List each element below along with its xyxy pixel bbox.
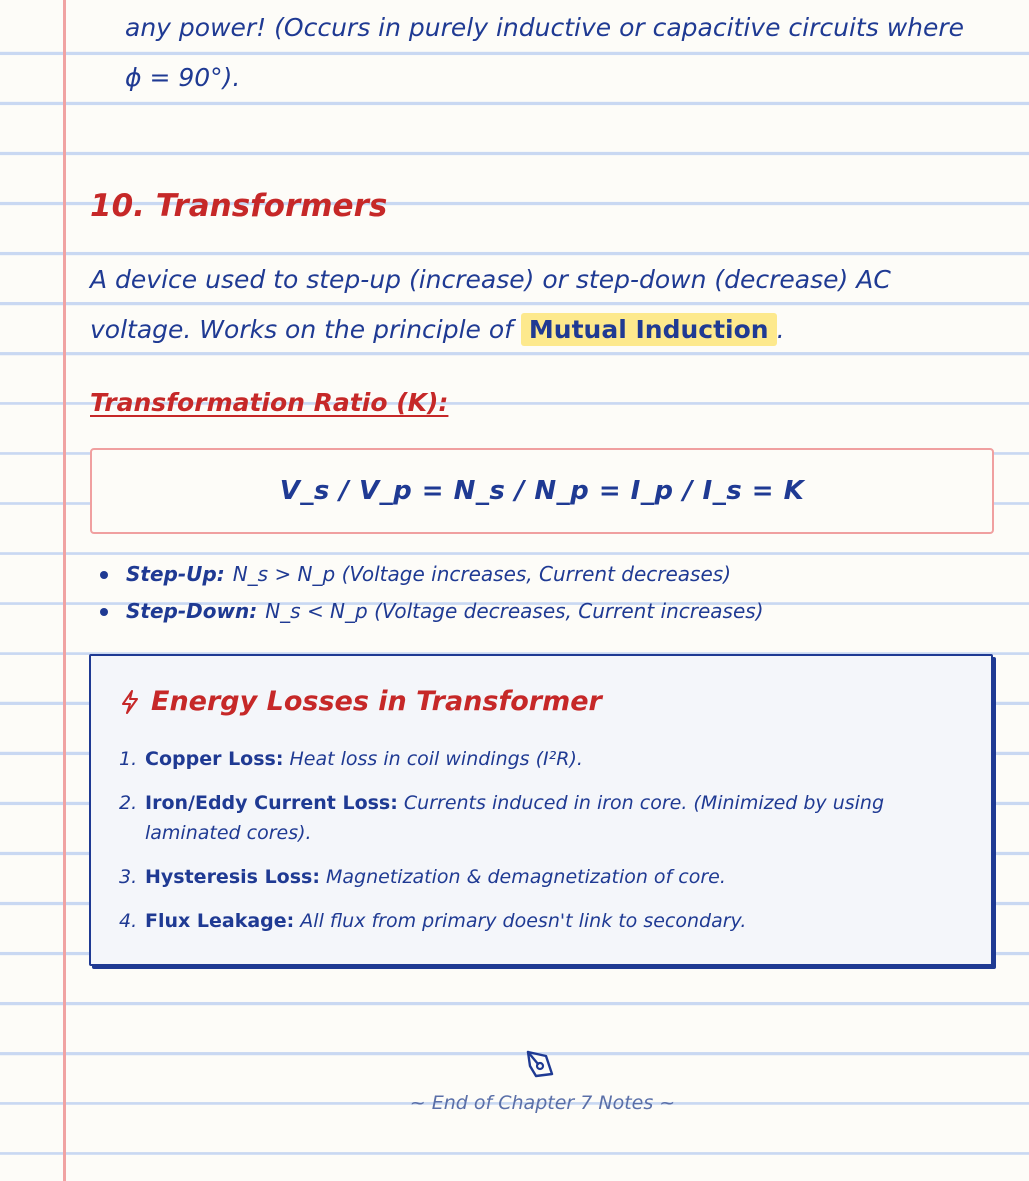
ratio-heading: Transformation Ratio (K):: [90, 388, 449, 417]
list-item: [100, 593, 764, 630]
fountain-pen-icon: [522, 1046, 558, 1082]
item-text: Currents induced in iron core. (Minimized by using laminated cores).: [145, 792, 885, 844]
step-bullet-list: [100, 556, 764, 630]
list-item: [119, 744, 969, 774]
losses-title-text: Energy Losses in Transformer: [151, 686, 602, 717]
paragraph-text: A device used to step-up (increase) or step-down (decrease) AC voltage. Works on the principle of: [90, 265, 891, 344]
item-label: Iron/Eddy Current Loss:: [145, 792, 398, 814]
lightning-bolt-icon: [119, 689, 141, 715]
item-number: 1.: [119, 748, 138, 770]
item-label: Hysteresis Loss:: [145, 866, 320, 888]
intro-line-2: ϕ = 90°).: [125, 63, 241, 92]
item-label: Copper Loss:: [145, 748, 284, 770]
list-item: [100, 556, 764, 593]
bullet-dot-icon: [100, 608, 108, 616]
list-item: [119, 788, 969, 848]
item-number: 2.: [119, 792, 138, 814]
intro-text: [125, 3, 1005, 103]
item-text: Magnetization & demagnetization of core.: [326, 866, 726, 888]
list-item: [119, 862, 969, 892]
bullet-text: N_s < N_p (Voltage decreases, Current increases): [265, 599, 764, 623]
highlight-mutual-induction: Mutual Induction: [521, 313, 777, 346]
section-paragraph: [90, 255, 990, 355]
item-text: All flux from primary doesn't link to secondary.: [300, 910, 747, 932]
losses-list: [119, 744, 969, 950]
formula-box: [90, 448, 994, 534]
energy-losses-card: [89, 654, 993, 966]
losses-title: [119, 686, 602, 717]
notebook-margin-line: [63, 0, 66, 1181]
section-title: 10. Transformers: [90, 188, 388, 224]
bullet-text: N_s > N_p (Voltage increases, Current decreases): [232, 562, 731, 586]
intro-line-1: any power! (Occurs in purely inductive or capacitive circuits where: [125, 13, 965, 42]
end-of-chapter-footer: ~ End of Chapter 7 Notes ~: [409, 1092, 676, 1114]
item-number: 4.: [119, 910, 138, 932]
list-item: [119, 906, 969, 936]
ratio-formula: V_s / V_p = N_s / N_p = I_p / I_s = K: [279, 476, 805, 506]
item-number: 3.: [119, 866, 138, 888]
bullet-label: Step-Up:: [126, 562, 225, 586]
item-label: Flux Leakage:: [145, 910, 295, 932]
paragraph-end: .: [776, 315, 785, 344]
bullet-dot-icon: [100, 571, 108, 579]
item-text: Heat loss in coil windings (I²R).: [289, 748, 583, 770]
bullet-label: Step-Down:: [126, 599, 258, 623]
